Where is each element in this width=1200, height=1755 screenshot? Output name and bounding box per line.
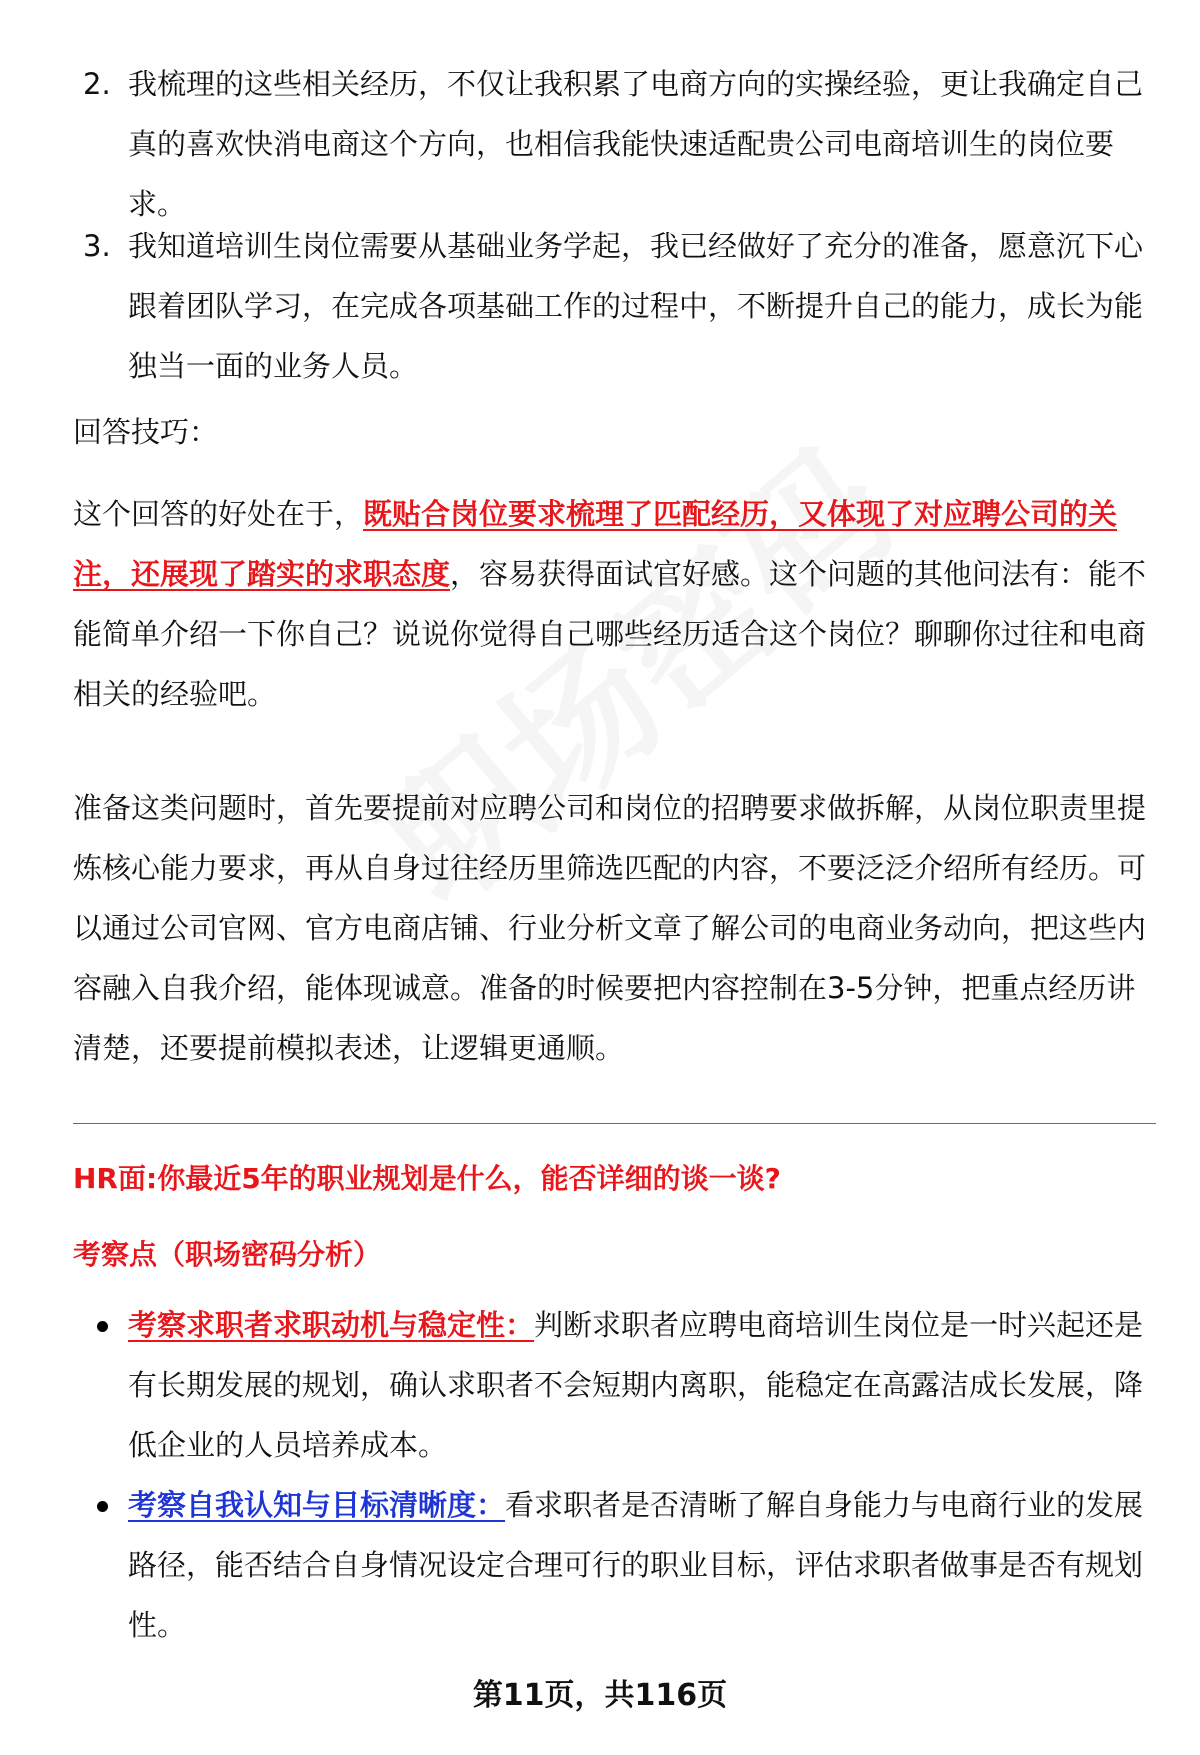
- section-divider: [73, 1123, 1156, 1124]
- bullet-label: 考察自我认知与目标清晰度：: [128, 1488, 506, 1522]
- interview-question: HR面:你最近5年的职业规划是什么，能否详细的谈一谈?: [73, 1162, 781, 1195]
- bullet-item-self-awareness: [73, 1475, 1148, 1655]
- tip-label: 回答技巧：: [73, 415, 219, 449]
- bullet-dot-icon: [97, 1501, 108, 1512]
- points-heading: 考察点（职场密码分析）: [73, 1238, 382, 1271]
- bullet-text-block: [128, 1475, 1148, 1655]
- page-number-footer: 第11页，共116页: [472, 1678, 728, 1713]
- bullet-text-block: [128, 1295, 1148, 1475]
- tip-paragraph-2: 准备这类问题时，首先要提前对应聘公司和岗位的招聘要求做拆解，从岗位职责里提炼核心能力要求，再从自身过往经历里筛选匹配的内容，不要泛泛介绍所有经历。可以通过公司官网、官方电商店铺、行业分析文章了解公司的电商业务动向，把这些内容融入自我介绍，能体现诚意。准备的时候要把内容控制在3-5分钟，把重点经历讲清楚，还要提前模拟表述，让逻辑更通顺。: [73, 791, 1147, 1065]
- numbered-item-number: 2.: [83, 67, 111, 101]
- tip-paragraph-1: [73, 484, 1148, 724]
- bullet-body: 判断求职者应聘电商培训生岗位是一时兴起还是有长期发展的规划，确认求职者不会短期内离职，能稳定在高露洁成长发展，降低企业的人员培养成本。: [128, 1308, 1144, 1462]
- bullet-item-motivation: [73, 1295, 1148, 1475]
- bullet-body: 看求职者是否清晰了解自身能力与电商行业的发展路径，能否结合自身情况设定合理可行的职业目标，评估求职者做事是否有规划性。: [128, 1488, 1144, 1642]
- bullet-dot-icon: [97, 1321, 108, 1332]
- numbered-item-number: 3.: [83, 229, 111, 263]
- numbered-item-2: [73, 54, 1148, 234]
- tip-paragraph-prefix: 这个回答的好处在于，: [73, 497, 364, 531]
- numbered-item-3: [73, 216, 1148, 396]
- bullet-label: 考察求职者求职动机与稳定性：: [128, 1308, 535, 1342]
- numbered-item-text: 我梳理的这些相关经历，不仅让我积累了电商方向的实操经验，更让我确定自己真的喜欢快消电商这个方向，也相信我能快速适配贵公司电商培训生的岗位要求。: [128, 67, 1144, 221]
- tip-highlight: 既贴合岗位要求梳理了匹配经历，又体现了对应聘公司的关注，还展现了踏实的求职态度: [73, 497, 1118, 591]
- tip-paragraph-suffix: ，容易获得面试官好感。这个问题的其他问法有：能不能简单介绍一下你自己？说说你觉得自己哪些经历适合这个岗位？聊聊你过往和电商相关的经验吧。: [73, 557, 1147, 711]
- numbered-item-text: 我知道培训生岗位需要从基础业务学起，我已经做好了充分的准备，愿意沉下心跟着团队学习，在完成各项基础工作的过程中，不断提升自己的能力，成长为能独当一面的业务人员。: [128, 229, 1144, 383]
